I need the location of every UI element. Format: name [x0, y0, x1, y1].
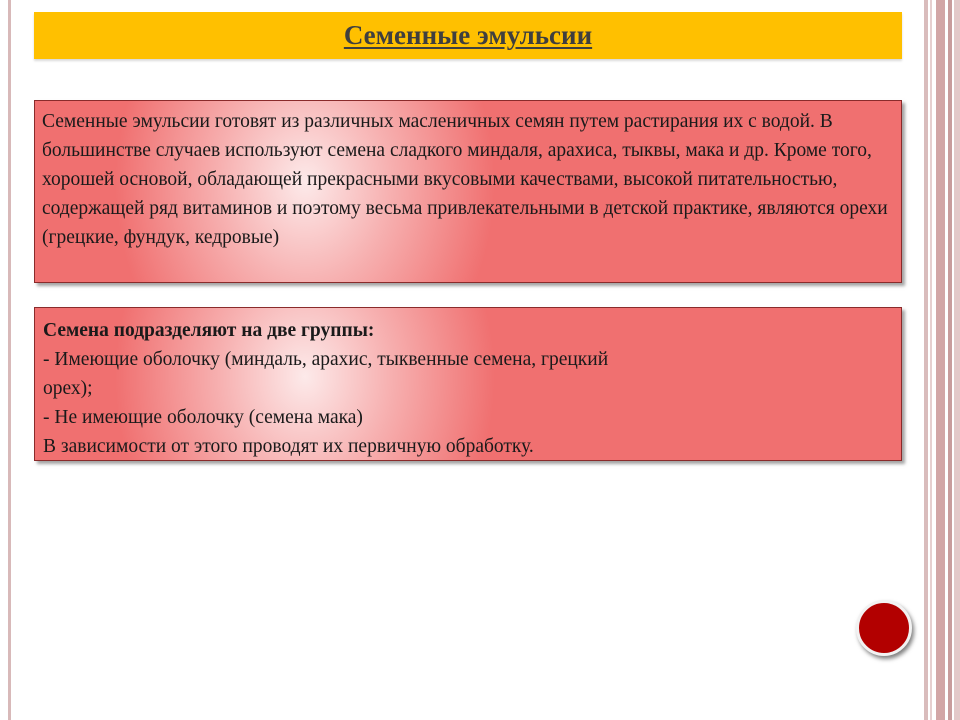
group-item-shelled-line2: орех); — [43, 378, 93, 399]
groups-box — [34, 307, 902, 461]
group-item-shelled-line1: - Имеющие оболочку (миндаль, арахис, тыквенные семена, грецкий — [43, 349, 609, 370]
description-text: Семенные эмульсии готовят из различных масленичных семян путем растирания их с водой. В большинстве случаев используют семена сладкого миндаля, арахиса, тыквы, мака и др. Кроме того, хорошей основой, обладающей прекрасными вкусовыми качествами, высокой питательностью, содержащей ряд витаминов и поэтому весьма привлекательными в детской практике, являются орехи (грецкие, фундук, кедровые) — [42, 111, 888, 248]
description-box — [34, 100, 902, 283]
right-decorative-stripes — [924, 0, 960, 720]
groups-heading: Семена подразделяют на две группы: — [43, 320, 375, 341]
left-frame-line — [8, 0, 11, 720]
groups-conclusion: В зависимости от этого проводят их первичную обработку. — [43, 436, 534, 457]
slide-title: Семенные эмульсии — [343, 20, 593, 50]
group-item-unshelled: ‐ Не имеющие оболочку (семена мака) — [43, 407, 363, 428]
title-bar — [34, 12, 902, 59]
decorative-circle — [856, 600, 912, 656]
